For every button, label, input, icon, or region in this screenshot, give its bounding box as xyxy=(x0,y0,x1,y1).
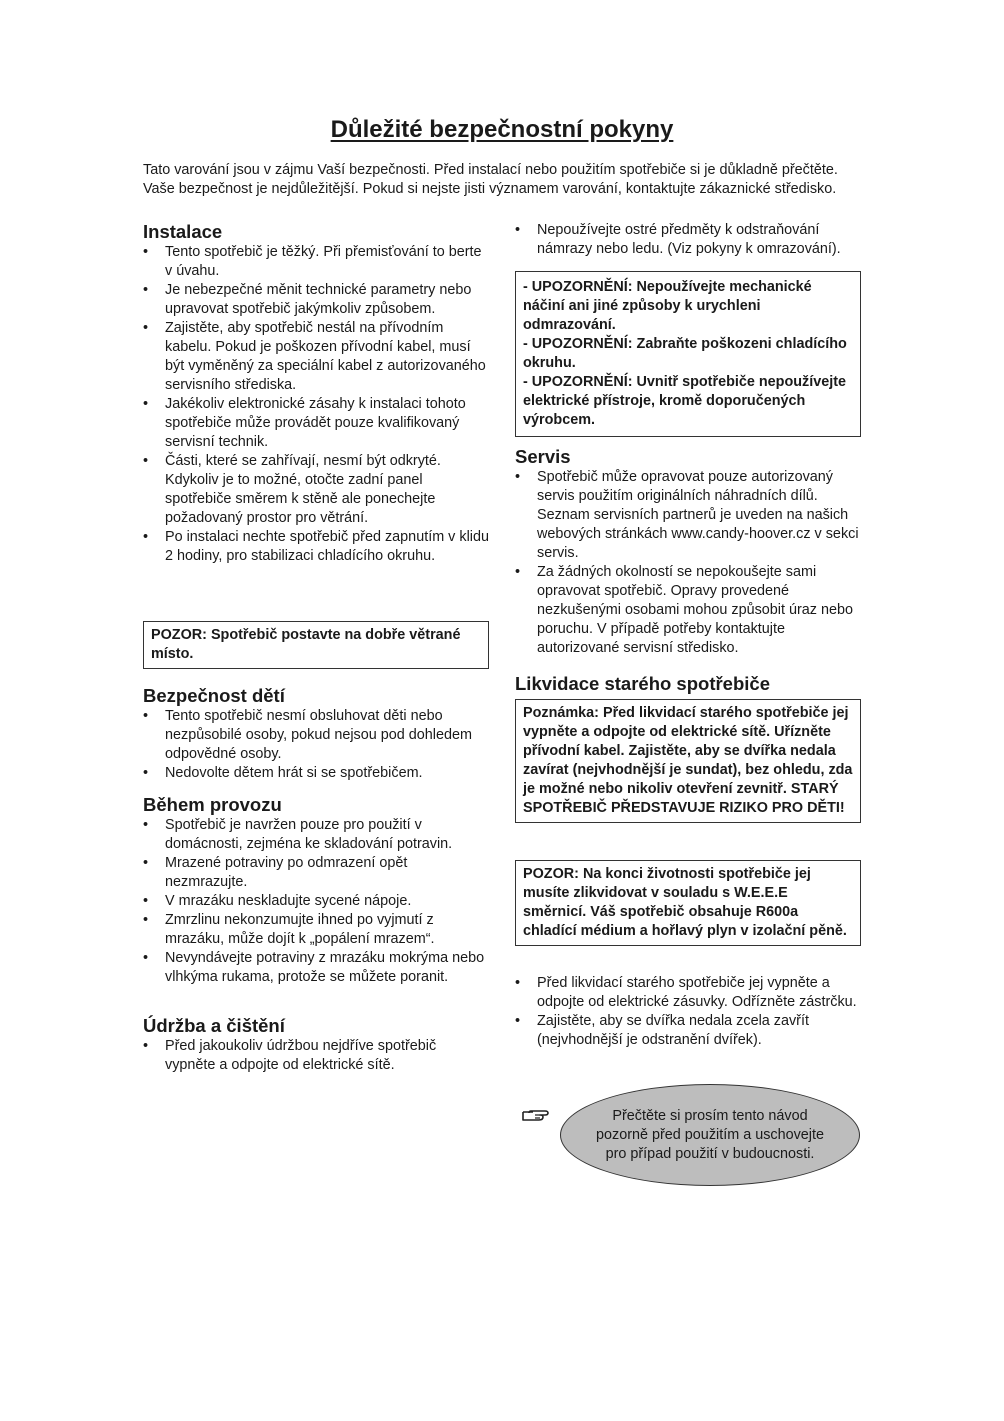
weee-box xyxy=(515,860,861,946)
list-item: • Jakékoliv elektronické zásahy k instalaci tohoto spotřebiče může provádět pouze kvalifikovaný servisní technik. xyxy=(143,395,489,452)
pozor-body: : Spotřebič postavte na dobře větrané místo. xyxy=(151,627,461,662)
list-item: • Před likvidací starého spotřebiče jej vypněte a odpojte od elektrické zásuvky. Odřízněte zástrčku. xyxy=(515,974,861,1012)
list-item: • Tento spotřebič nesmí obsluhovat děti nebo nezpůsobilé osoby, pokud nejsou pod dohledem odpovědné osoby. xyxy=(143,707,489,764)
likvidace-note: Poznámka: Před likvidací starého spotřebiče jej vypněte a odpojte od elektrické sítě. Uřízněte přívodní kabel. Zajistěte, aby se dvířka nedala zavírat (nejvhodnější je sundat), bez ohledu, zda je možné nebo nikoliv otevření zevnitř. STARÝ SPOTŘEBIČ PŘEDSTAVUJE RIZIKO PRO DĚTI! xyxy=(523,705,853,816)
weee-note: POZOR: Na konci životnosti spotřebiče jej musíte zlikvidovat v souladu s W.E.E.E směrnicí. Váš spotřebič obsahuje R600a chladící médium a hořlavý plyn v izolační pěně. xyxy=(523,866,847,939)
upozorneni-line: - UPOZORNĚNÍ: Zabraňte poškozeni chladícího okruhu. xyxy=(523,336,847,371)
list-udrzba xyxy=(143,1037,489,1075)
list-right-top xyxy=(515,221,861,259)
heading-servis: Servis xyxy=(515,446,571,467)
list-instalace xyxy=(143,243,489,566)
pozor-label: POZOR xyxy=(151,627,203,643)
list-item: • Mrazené potraviny po odmrazení opět nezmrazujte. xyxy=(143,854,489,892)
list-likvidace xyxy=(515,974,861,1050)
list-item: • Části, které se zahřívají, nesmí být odkryté. Kdykoliv je to možné, otočte zadní panel spotřebiče směrem k stěně ale ponechejte požadovaný prostor pro větrání. xyxy=(143,452,489,528)
read-manual-text: Přečtěte si prosím tento návod pozorně před použitím a uschovejte pro případ použití v budoucnosti. xyxy=(596,1107,824,1162)
list-item: • Zajistěte, aby spotřebič nestál na přívodním kabelu. Pokud je poškozen přívodní kabel, musí být vyměněný za speciální kabel z autorizovaného servisního střediska. xyxy=(143,319,489,395)
upozorneni-line: - UPOZORNĚNÍ: Nepoužívejte mechanické náčiní ani jiné způsoby k urychleni odmrazování. xyxy=(523,279,812,333)
list-item: • Nepoužívejte ostré předměty k odstraňování námrazy nebo ledu. (Viz pokyny k omrazování). xyxy=(515,221,861,259)
list-item: • Po instalaci nechte spotřebič před zapnutím v klidu 2 hodiny, pro stabilizaci chladícího okruhu. xyxy=(143,528,489,566)
list-item: • Je nebezpečné měnit technické parametry nebo upravovat spotřebič jakýmkoliv způsobem. xyxy=(143,281,489,319)
pointing-hand-icon xyxy=(521,1106,551,1126)
pozor-box xyxy=(143,621,489,669)
likvidace-note-box xyxy=(515,699,861,823)
list-item: • Spotřebič může opravovat pouze autorizovaný servis použitím originálních náhradních dílů. Seznam servisních partnerů je uveden na našich webových stránkách www.candy-hoover.cz v sekci servis. xyxy=(515,468,861,563)
list-item: • Nedovolte dětem hrát si se spotřebičem. xyxy=(143,764,489,783)
list-servis xyxy=(515,468,861,658)
list-item: • Spotřebič je navržen pouze pro použití v domácnosti, zejména ke skladování potravin. xyxy=(143,816,489,854)
list-provoz xyxy=(143,816,489,987)
list-item: • Před jakoukoliv údržbou nejdříve spotřebič vypněte a odpojte od elektrické sítě. xyxy=(143,1037,489,1075)
upozorneni-box xyxy=(515,271,861,437)
list-item: • Nevyndávejte potraviny z mrazáku mokrýma nebo vlhkýma rukama, protože se můžete poranit. xyxy=(143,949,489,987)
upozorneni-line: - UPOZORNĚNÍ: Uvnitř spotřebiče nepoužívejte elektrické přístroje, kromě doporučených výrobcem. xyxy=(523,374,847,428)
list-item: • Zmrzlinu nekonzumujte ihned po vyjmutí z mrazáku, může dojít k „popálení mrazem“. xyxy=(143,911,489,949)
heading-deti: Bezpečnost dětí xyxy=(143,685,285,706)
heading-instalace: Instalace xyxy=(143,221,223,242)
page-title: Důležité bezpečnostní pokyny xyxy=(330,116,674,143)
list-item: • Zajistěte, aby se dvířka nedala zcela zavřít (nejvhodnější je odstranění dvířek). xyxy=(515,1012,861,1050)
intro-text: Tato varování jsou v zájmu Vaší bezpečnosti. Před instalací nebo použitím spotřebiče si je důkladně přečtěte. Vaše bezpečnost je nejdůležitější. Pokud si nejste jisti významem varování, kontaktujte zákaznické středisko. xyxy=(143,162,838,197)
list-item: • Za žádných okolností se nepokoušejte sami opravovat spotřebič. Opravy provedené nezkušenými osobami mohou způsobit úraz nebo poruchu. V případě potřeby kontaktujte autorizované servisní středisko. xyxy=(515,563,861,658)
list-deti xyxy=(143,707,489,783)
list-item: • Tento spotřebič je těžký. Při přemisťování to berte v úvahu. xyxy=(143,243,489,281)
heading-udrzba: Údržba a čištění xyxy=(143,1015,285,1036)
pozor-text xyxy=(151,626,481,664)
list-item: • V mrazáku neskladujte sycené nápoje. xyxy=(143,892,489,911)
heading-provoz: Během provozu xyxy=(143,794,282,815)
read-manual-note xyxy=(560,1084,860,1186)
heading-likvidace: Likvidace starého spotřebiče xyxy=(515,673,770,694)
